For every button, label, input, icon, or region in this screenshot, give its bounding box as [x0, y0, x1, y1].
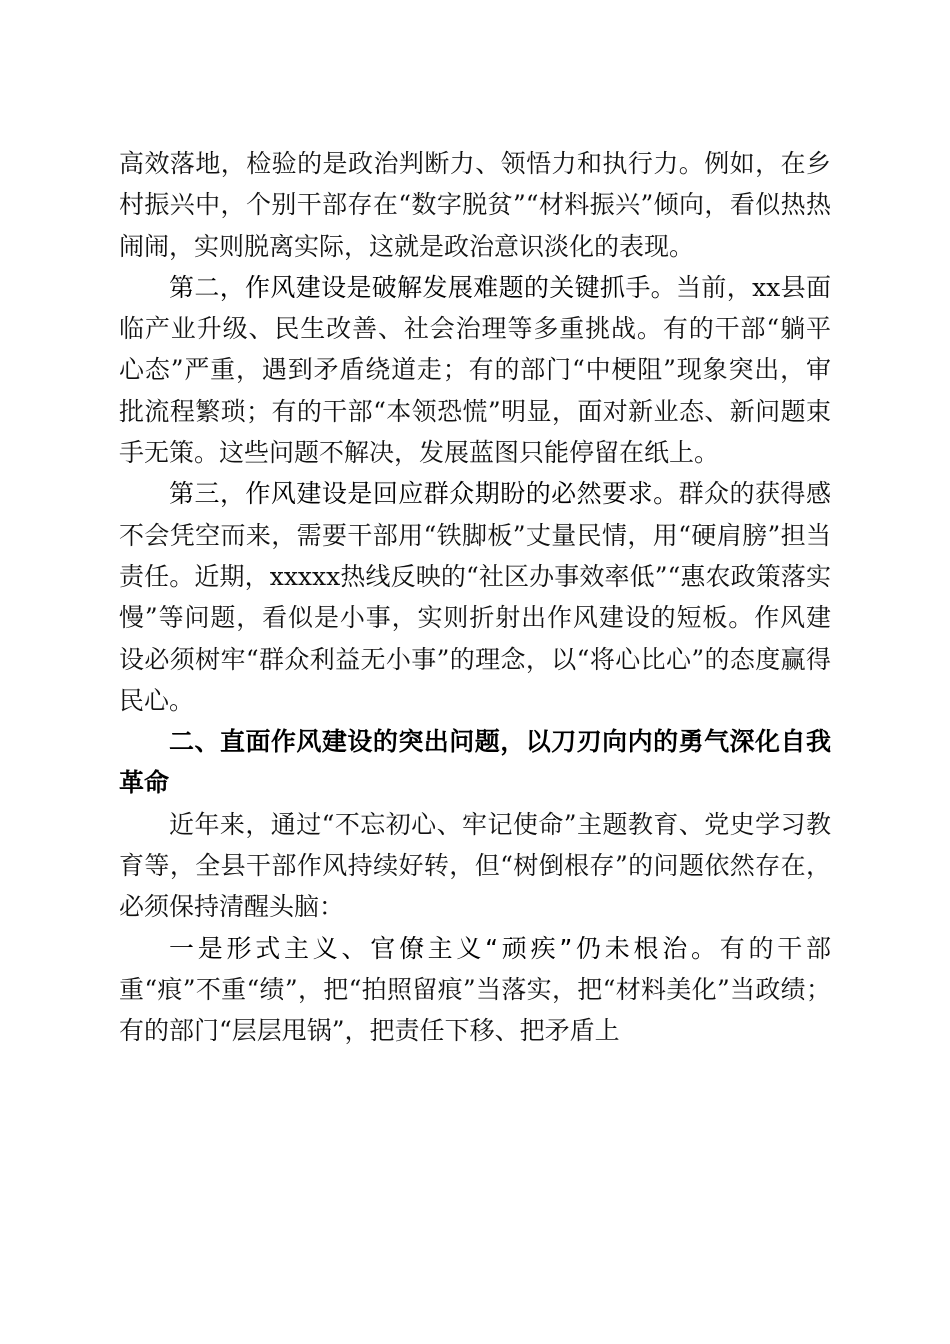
paragraph-text: 群众的获得感不会凭空而来，需要干部用“铁脚板”丈量民情，用“硬肩膀”担当责任。近期，xxxxx热线反映的“社区办事效率低”“惠农政策落实慢”等问题，看似是小事，实则折射出作风建设的短板。作风建设必须树牢“群众利益无小事”的理念，以“将心比心”的态度赢得民心。	[119, 479, 831, 715]
paragraph-point-three	[119, 473, 831, 721]
paragraph-problem-one	[119, 928, 831, 1052]
paragraph-point-two	[119, 267, 831, 473]
paragraph-text: 近年来，通过“不忘初心、牢记使命”主题教育、党史学习教育等，全县干部作风持续好转，但“树倒根存”的问题依然存在，必须保持清醒头脑：	[119, 809, 831, 922]
paragraph-text: 有的干部重“痕”不重“绩”，把“拍照留痕”当落实，把“材料美化”当政绩；有的部门“层层甩锅”，把责任下移、把矛盾上	[119, 933, 831, 1046]
paragraph-lead: 第二，作风建设是破解发展难题的关键抓手。	[169, 272, 677, 302]
paragraph-text: 高效落地，检验的是政治判断力、领悟力和执行力。例如，在乡村振兴中，个别干部存在“数字脱贫”“材料振兴”倾向，看似热热闹闹，实则脱离实际，这就是政治意识淡化的表现。	[119, 149, 831, 261]
paragraph-text: 当前，xx县面临产业升级、民生改善、社会治理等多重挑战。有的干部“躺平心态”严重，遇到矛盾绕道走；有的部门“中梗阻”现象突出，审批流程繁琐；有的干部“本领恐慌”明显，面对新业态、新问题束手无策。这些问题不解决，发展蓝图只能停留在纸上。	[119, 272, 831, 468]
paragraph-lead: 一是形式主义、官僚主义“顽疾”仍未根治。	[169, 933, 720, 963]
paragraph-continuation	[119, 143, 831, 267]
document-body	[119, 143, 831, 1052]
paragraph-lead: 第三，作风建设是回应群众期盼的必然要求。	[169, 479, 679, 509]
section-heading: 二、直面作风建设的突出问题，以刀刃向内的勇气深化自我革命	[119, 727, 831, 798]
paragraph-intro	[119, 804, 831, 928]
